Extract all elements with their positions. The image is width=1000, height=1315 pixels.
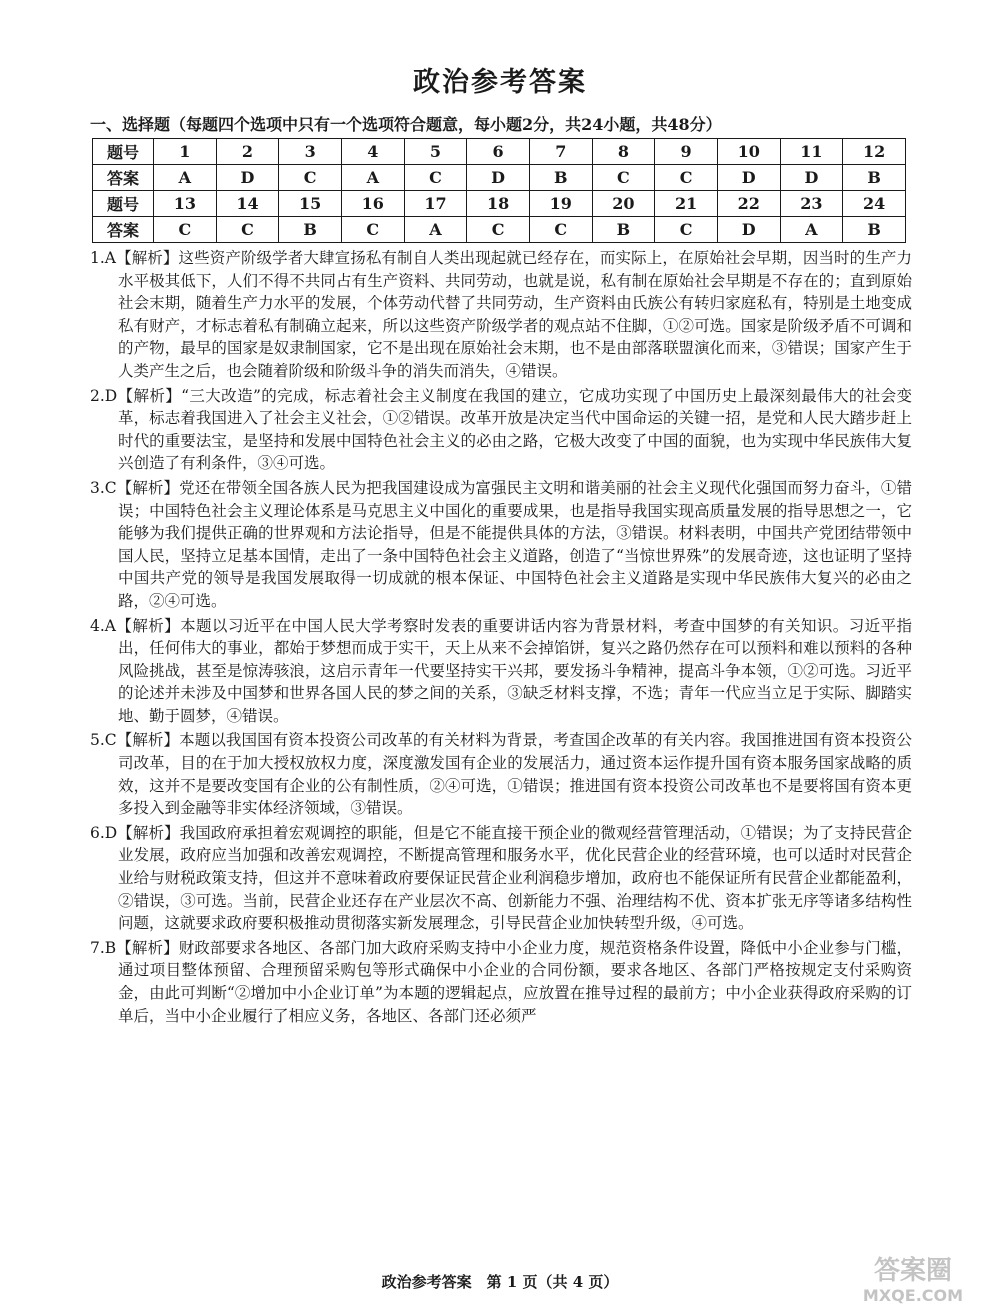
table-cell: 22	[717, 191, 780, 217]
table-cell: D	[467, 165, 530, 191]
table-cell: 17	[404, 191, 467, 217]
explanations	[90, 247, 912, 1029]
table-cell: C	[216, 217, 279, 243]
table-cell: 19	[529, 191, 592, 217]
table-cell: C	[279, 165, 342, 191]
table-cell: B	[279, 217, 342, 243]
table-row-numbers-1	[93, 139, 906, 165]
table-cell: D	[780, 165, 843, 191]
table-cell: 13	[154, 191, 217, 217]
table-cell: 20	[592, 191, 655, 217]
watermark-logo-icon	[838, 1251, 988, 1307]
table-cell: B	[843, 165, 906, 191]
table-cell: 3	[279, 139, 342, 165]
table-cell: C	[341, 217, 404, 243]
explanation-item: 5.C【解析】本题以我国国有资本投资公司改革的有关材料为背景，考查国企改革的有关内容。我国推进国有资本投资公司改革，目的在于加大授权放权力度，深度激发国有企业的发展活力，通过资本运作提升国有资本服务国家战略的质效，这并不是要改变国有企业的公有制性质，②④可选，①错误；推进国有资本投资公司改革也不是要将国有资本更多投入到金融等非实体经济领域，③错误。	[90, 731, 912, 818]
watermark-bottom-text: MXQE.COM	[862, 1286, 964, 1305]
table-row-numbers-2	[93, 191, 906, 217]
table-cell: 12	[843, 139, 906, 165]
table-cell: 6	[467, 139, 530, 165]
table-cell: 5	[404, 139, 467, 165]
watermark-logo	[838, 1251, 988, 1307]
explanation-item: 6.D【解析】我国政府承担着宏观调控的职能，但是它不能直接干预企业的微观经营管理活动，①错误；为了支持民营企业发展，政府应当加强和改善宏观调控，不断提高管理和服务水平，优化民营企业的经营环境，也可以适时对民营企业给与财税政策支持，但这并不意味着政府要保证民营企业利润稳步增加，政府也不能保证所有民营企业都能盈利，②错误，③可选。当前，民营企业还存在产业层次不高、创新能力不强、治理结构不优、资本扩张无序等诸多结构性问题，这就要求政府要积极推动贯彻落实新发展理念，引导民营企业加快转型升级，④可选。	[90, 823, 912, 933]
table-cell: A	[341, 165, 404, 191]
table-cell: 18	[467, 191, 530, 217]
table-cell: B	[843, 217, 906, 243]
table-cell: 4	[341, 139, 404, 165]
table-cell: C	[592, 165, 655, 191]
table-cell: 8	[592, 139, 655, 165]
table-cell: C	[529, 217, 592, 243]
explanation-item: 2.D【解析】“三大改造”的完成，标志着社会主义制度在我国的建立，它成功实现了中国历史上最深刻最伟大的社会变革，标志着我国进入了社会主义社会，①②错误。改革开放是决定当代中国命运的关键一招，是党和人民大踏步赶上时代的重要法宝，是坚持和发展中国特色社会主义的必由之路，它极大改变了中国的面貌，也为实现中华民族伟大复兴创造了有利条件，③④可选。	[90, 386, 912, 473]
table-row-label: 答案	[93, 165, 154, 191]
table-cell: B	[592, 217, 655, 243]
page-title: 政治参考答案	[413, 67, 587, 98]
table-row-answers-1	[93, 165, 906, 191]
explanation-item: 1.A【解析】这些资产阶级学者大肆宣扬私有制自人类出现起就已经存在，而实际上，在原始社会早期，因当时的生产力水平极其低下，人们不得不共同占有生产资料、共同劳动，也就是说，私有制在原始社会早期是不存在的；直到原始社会末期，随着生产力水平的发展，个体劳动代替了共同劳动，生产资料由氏族公有转归家庭私有，特别是土地变成私有财产，才标志着私有制确立起来，所以这些资产阶级学者的观点站不住脚，①②可选。国家是阶级矛盾不可调和的产物，最早的国家是奴隶制国家，它不是出现在原始社会末期，也不是由部落联盟演化而来，③错误；国家产生于人类产生之后，也会随着阶级和阶级斗争的消失而消失，④错误。	[90, 249, 912, 380]
table-cell: C	[154, 217, 217, 243]
table-cell: 2	[216, 139, 279, 165]
explanation-item: 7.B【解析】财政部要求各地区、各部门加大政府采购支持中小企业力度，规范资格条件设置，降低中小企业参与门槛，通过项目整体预留、合理预留采购包等形式确保中小企业的合同份额，要求各地区、各部门严格按规定支付采购资金，由此可判断“②增加中小企业订单”为本题的逻辑起点，应放置在推导过程的最前方；中小企业获得政府采购的订单后，当中小企业履行了相应义务，各地区、各部门还必须严	[90, 938, 912, 1025]
table-row-label: 题号	[93, 139, 154, 165]
table-cell: A	[404, 217, 467, 243]
table-cell: C	[404, 165, 467, 191]
table-cell: 1	[154, 139, 217, 165]
table-cell: D	[216, 165, 279, 191]
answer-table	[92, 138, 906, 243]
table-cell: 10	[717, 139, 780, 165]
table-cell: 11	[780, 139, 843, 165]
table-cell: 21	[655, 191, 718, 217]
table-cell: D	[717, 217, 780, 243]
table-row-answers-2	[93, 217, 906, 243]
table-cell: D	[717, 165, 780, 191]
table-cell: B	[529, 165, 592, 191]
table-cell: 23	[780, 191, 843, 217]
table-cell: 7	[529, 139, 592, 165]
table-cell: C	[655, 165, 718, 191]
table-cell: C	[467, 217, 530, 243]
section-heading: 一、选择题（每题四个选项中只有一个选项符合题意，每小题2分，共24小题，共48分）	[90, 115, 722, 134]
table-row-label: 题号	[93, 191, 154, 217]
explanation-item: 4.A【解析】本题以习近平在中国人民大学考察时发表的重要讲话内容为背景材料，考查中国梦的有关知识。习近平指出，任何伟大的事业，都始于梦想而成于实干，天上从来不会掉馅饼，复兴之路仍然存在可以预料和难以预料的各种风险挑战，甚至是惊涛骇浪，这启示青年一代要坚持实干兴邦，要发扬斗争精神，提高斗争本领，①②可选。习近平的论述并未涉及中国梦和世界各国人民的梦之间的关系，③缺乏材料支撑，不选；青年一代应当立足于实际、脚踏实地、勤于圆梦，④错误。	[90, 616, 912, 725]
table-cell: A	[154, 165, 217, 191]
table-cell: 16	[341, 191, 404, 217]
table-row-label: 答案	[93, 217, 154, 243]
explanation-item: 3.C【解析】党还在带领全国各族人民为把我国建设成为富强民主文明和谐美丽的社会主义现代化强国而努力奋斗，①错误；中国特色社会主义理论体系是马克思主义中国化的重要成果，也是指导我国实现高质量发展的指导思想之一，它能够为我们提供正确的世界观和方法论指导，但是不能提供具体的方法，③错误。材料表明，中国共产党团结带领中国人民，坚持立足基本国情，走出了一条中国特色社会主义道路，创造了“当惊世界殊”的发展奇迹，这也证明了坚持中国共产党的领导是我国发展取得一切成就的根本保证、中国特色社会主义道路是实现中华民族伟大复兴的必由之路，②④可选。	[90, 478, 912, 610]
table-cell: 15	[279, 191, 342, 217]
table-cell: A	[780, 217, 843, 243]
watermark-top-text: 答案圈	[873, 1256, 953, 1286]
table-cell: C	[655, 217, 718, 243]
page-footer: 政治参考答案 第 1 页（共 4 页）	[381, 1273, 619, 1291]
table-cell: 24	[843, 191, 906, 217]
table-cell: 14	[216, 191, 279, 217]
table-cell: 9	[655, 139, 718, 165]
